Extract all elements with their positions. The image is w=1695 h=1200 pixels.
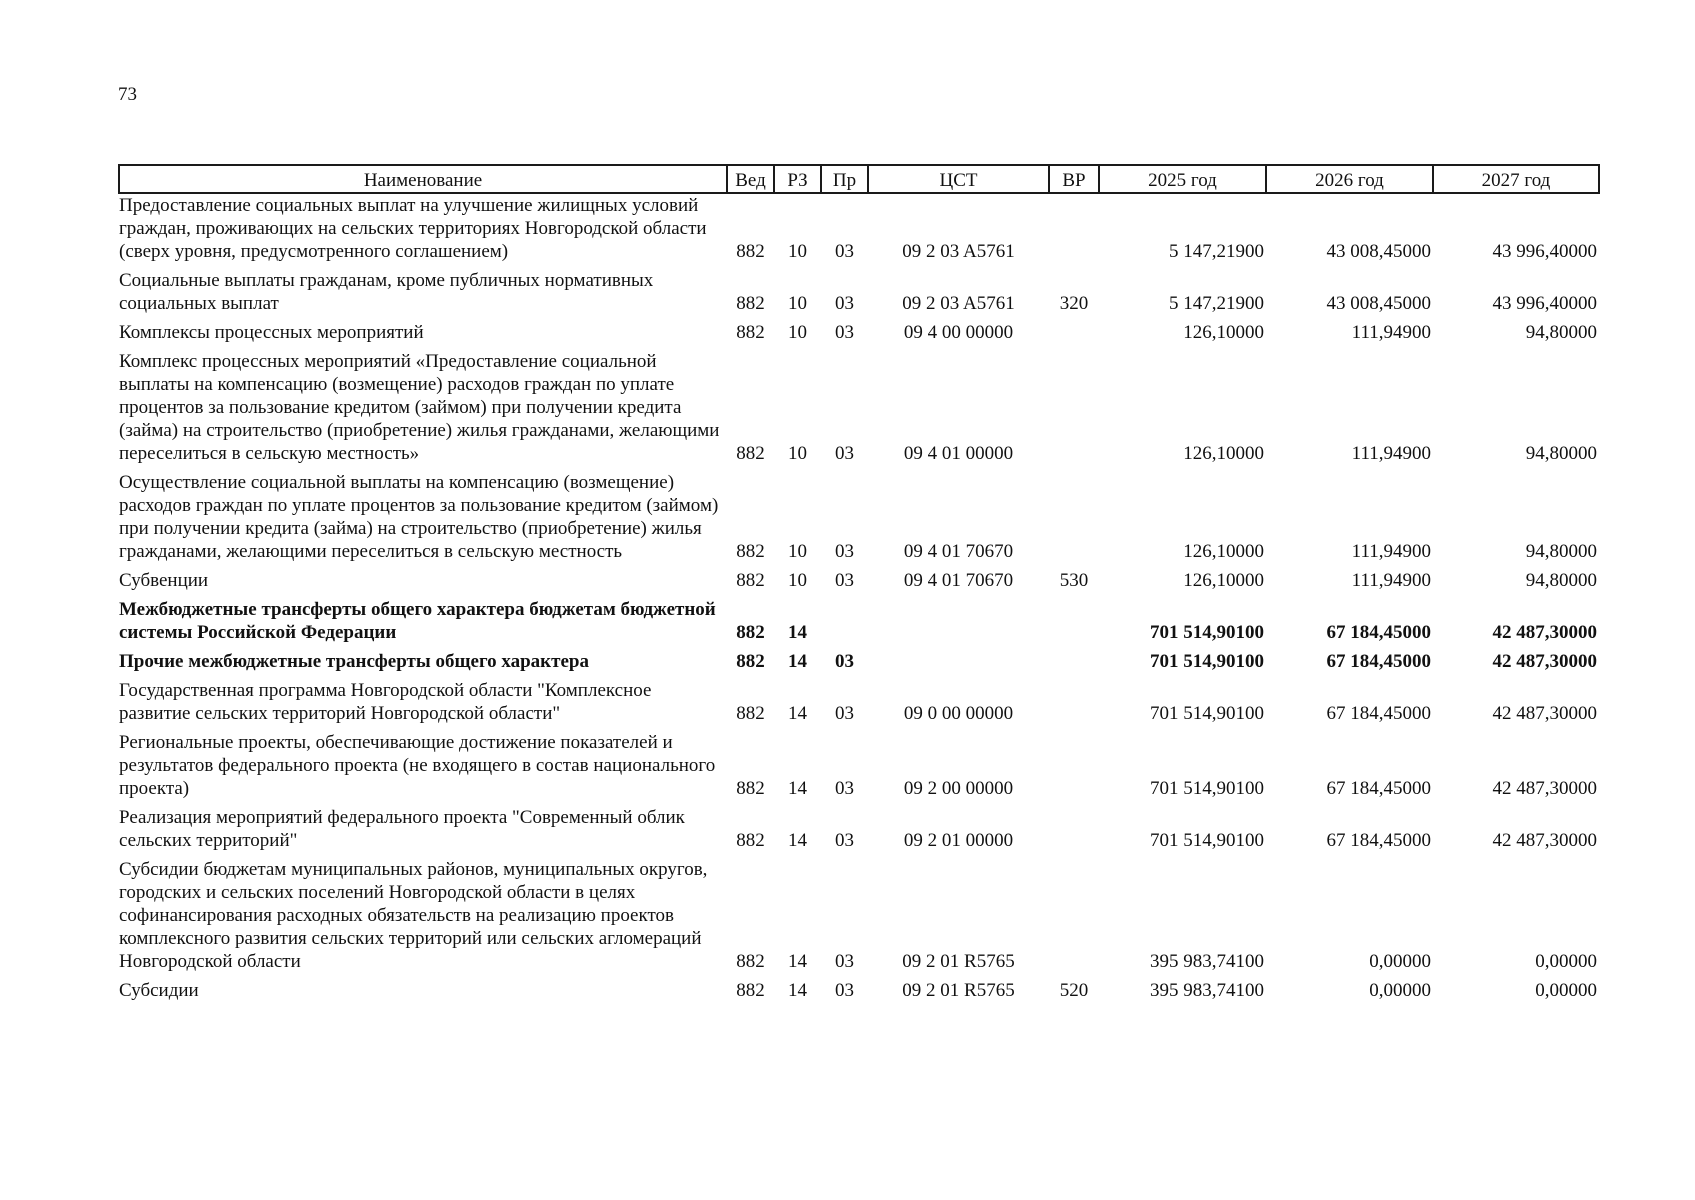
cell-cst: 09 4 01 70670 <box>903 570 1014 591</box>
cell-2026: 0,00000 <box>1369 980 1431 1001</box>
table-row <box>119 858 1599 979</box>
cell-name: Межбюджетные трансферты общего характера бюджетам бюджетной системы Российской Федерации <box>119 599 716 643</box>
cell-cst: 09 2 01 R5765 <box>902 951 1015 972</box>
cell-pr: 03 <box>835 651 854 672</box>
table-row <box>119 979 1599 1008</box>
cell-pr: 03 <box>835 703 854 724</box>
header-2026: 2026 год <box>1266 165 1433 193</box>
cell-rz: 14 <box>788 951 807 972</box>
header-rz: РЗ <box>774 165 821 193</box>
table-row <box>119 806 1599 858</box>
budget-table <box>118 164 1600 1008</box>
header-ved: Вед <box>727 165 774 193</box>
cell-2026: 67 184,45000 <box>1326 778 1431 799</box>
cell-cst: 09 4 01 70670 <box>903 541 1014 562</box>
table-row <box>119 193 1599 269</box>
header-2025: 2025 год <box>1099 165 1266 193</box>
cell-2027: 42 487,30000 <box>1492 778 1597 799</box>
cell-pr: 03 <box>835 443 854 464</box>
cell-2025: 395 983,74100 <box>1150 980 1264 1001</box>
cell-rz: 14 <box>788 651 807 672</box>
cell-vr: 530 <box>1059 570 1089 591</box>
cell-2027: 42 487,30000 <box>1492 622 1597 643</box>
cell-rz: 10 <box>788 322 807 343</box>
header-2027: 2027 год <box>1433 165 1599 193</box>
cell-pr: 03 <box>835 322 854 343</box>
cell-cst: 09 2 01 00000 <box>903 830 1014 851</box>
cell-ved: 882 <box>736 778 765 799</box>
cell-rz: 14 <box>788 778 807 799</box>
cell-rz: 10 <box>788 541 807 562</box>
cell-ved: 882 <box>736 570 765 591</box>
cell-rz: 14 <box>788 622 807 643</box>
cell-ved: 882 <box>736 830 765 851</box>
cell-cst: 09 4 00 00000 <box>903 322 1014 343</box>
cell-2027: 42 487,30000 <box>1492 830 1597 851</box>
cell-pr: 03 <box>835 951 854 972</box>
cell-name: Региональные проекты, обеспечивающие достижение показателей и результатов федерального проекта (не входящего в состав национального проекта) <box>119 732 716 799</box>
cell-cst: 09 2 03 A5761 <box>902 293 1015 314</box>
cell-rz: 10 <box>788 241 807 262</box>
cell-ved: 882 <box>736 703 765 724</box>
cell-rz: 10 <box>788 443 807 464</box>
cell-pr: 03 <box>835 980 854 1001</box>
header-cst: ЦСТ <box>868 165 1049 193</box>
cell-vr: 520 <box>1059 980 1089 1001</box>
cell-cst: 09 2 03 A5761 <box>902 241 1015 262</box>
cell-vr <box>1049 350 1099 471</box>
cell-name: Прочие межбюджетные трансферты общего характера <box>119 651 589 672</box>
cell-vr <box>1049 321 1099 350</box>
cell-cst <box>868 598 1049 650</box>
cell-pr: 03 <box>835 293 854 314</box>
cell-2025: 701 514,90100 <box>1150 830 1264 851</box>
cell-name: Осуществление социальной выплаты на компенсацию (возмещение) расходов граждан по уплате процентов за пользование кредитом (займом) при получении кредита (займа) на строительство (приобретение) жилья гражданами, желающими переселиться в сельскую местность <box>119 472 719 562</box>
cell-2027: 42 487,30000 <box>1492 703 1597 724</box>
cell-2026: 43 008,45000 <box>1326 293 1431 314</box>
header-name: Наименование <box>119 165 727 193</box>
cell-2025: 701 514,90100 <box>1150 622 1264 643</box>
cell-ved: 882 <box>736 622 765 643</box>
cell-cst: 09 2 00 00000 <box>903 778 1014 799</box>
page-number: 73 <box>118 84 137 105</box>
cell-rz: 14 <box>788 980 807 1001</box>
cell-ved: 882 <box>736 541 765 562</box>
cell-name: Комплекс процессных мероприятий «Предоставление социальной выплаты на компенсацию (возмещение) расходов граждан по уплате процентов за пользование кредитом (займом) при получении кредита (займа) на строительство (приобретение) жилья гражданами, желающими переселиться в сельскую местность» <box>119 351 720 464</box>
cell-name: Субсидии бюджетам муниципальных районов, муниципальных округов, городских и сельских поселений Новгородской области в целях софинансирования расходных обязательств на реализацию проектов комплексного развития сельских территорий или сельских агломераций Новгородской области <box>119 859 708 972</box>
cell-vr <box>1049 858 1099 979</box>
cell-2026: 111,94900 <box>1351 443 1431 464</box>
cell-2027: 94,80000 <box>1525 322 1597 343</box>
cell-rz: 10 <box>788 293 807 314</box>
cell-2026: 67 184,45000 <box>1326 830 1431 851</box>
cell-2025: 5 147,21900 <box>1169 293 1264 314</box>
cell-cst: 09 0 00 00000 <box>903 703 1014 724</box>
cell-cst: 09 4 01 00000 <box>903 443 1014 464</box>
cell-ved: 882 <box>736 651 765 672</box>
cell-2026: 67 184,45000 <box>1326 651 1431 672</box>
header-pr: Пр <box>821 165 868 193</box>
cell-pr: 03 <box>835 241 854 262</box>
cell-vr <box>1049 471 1099 569</box>
cell-rz: 14 <box>788 703 807 724</box>
cell-name: Социальные выплаты гражданам, кроме публичных нормативных социальных выплат <box>119 270 654 314</box>
cell-cst: 09 2 01 R5765 <box>902 980 1015 1001</box>
cell-2026: 67 184,45000 <box>1326 703 1431 724</box>
cell-pr: 03 <box>835 541 854 562</box>
cell-2027: 94,80000 <box>1525 541 1597 562</box>
table-row <box>119 569 1599 598</box>
cell-vr <box>1049 598 1099 650</box>
cell-pr: 03 <box>835 830 854 851</box>
cell-name: Предоставление социальных выплат на улучшение жилищных условий граждан, проживающих на сельских территориях Новгородской области (сверх уровня, предусмотренного соглашением) <box>119 195 707 262</box>
cell-2027: 43 996,40000 <box>1492 241 1597 262</box>
header-vr: ВР <box>1049 165 1099 193</box>
cell-2026: 111,94900 <box>1351 322 1431 343</box>
cell-vr <box>1049 679 1099 731</box>
table-body <box>119 193 1599 1008</box>
cell-2027: 94,80000 <box>1525 443 1597 464</box>
cell-ved: 882 <box>736 951 765 972</box>
cell-vr <box>1049 731 1099 806</box>
cell-2026: 111,94900 <box>1351 541 1431 562</box>
cell-rz: 14 <box>788 830 807 851</box>
cell-2027: 94,80000 <box>1525 570 1597 591</box>
cell-2025: 5 147,21900 <box>1169 241 1264 262</box>
cell-2027: 0,00000 <box>1535 980 1597 1001</box>
table-row <box>119 679 1599 731</box>
cell-vr <box>1049 650 1099 679</box>
cell-pr <box>821 598 868 650</box>
cell-name: Реализация мероприятий федерального проекта "Современный облик сельских территорий" <box>119 807 685 851</box>
cell-ved: 882 <box>736 980 765 1001</box>
cell-2025: 126,10000 <box>1183 570 1264 591</box>
cell-vr: 320 <box>1059 293 1089 314</box>
cell-2025: 126,10000 <box>1183 541 1264 562</box>
cell-2027: 0,00000 <box>1535 951 1597 972</box>
cell-vr <box>1049 193 1099 269</box>
cell-ved: 882 <box>736 293 765 314</box>
table-row <box>119 731 1599 806</box>
cell-2026: 0,00000 <box>1369 951 1431 972</box>
cell-cst <box>868 650 1049 679</box>
cell-2025: 701 514,90100 <box>1150 778 1264 799</box>
table-row <box>119 650 1599 679</box>
cell-name: Субсидии <box>119 980 199 1001</box>
cell-2026: 67 184,45000 <box>1326 622 1431 643</box>
cell-2026: 111,94900 <box>1351 570 1431 591</box>
table-row <box>119 350 1599 471</box>
cell-2025: 126,10000 <box>1183 443 1264 464</box>
table-header-row <box>119 165 1599 193</box>
cell-rz: 10 <box>788 570 807 591</box>
cell-2027: 42 487,30000 <box>1492 651 1597 672</box>
cell-ved: 882 <box>736 443 765 464</box>
cell-pr: 03 <box>835 778 854 799</box>
table-row <box>119 269 1599 321</box>
cell-pr: 03 <box>835 570 854 591</box>
cell-2026: 43 008,45000 <box>1326 241 1431 262</box>
cell-name: Субвенции <box>119 570 209 591</box>
cell-vr <box>1049 806 1099 858</box>
cell-ved: 882 <box>736 241 765 262</box>
table-row <box>119 471 1599 569</box>
cell-2025: 126,10000 <box>1183 322 1264 343</box>
cell-2025: 395 983,74100 <box>1150 951 1264 972</box>
cell-ved: 882 <box>736 322 765 343</box>
cell-2025: 701 514,90100 <box>1150 703 1264 724</box>
cell-2027: 43 996,40000 <box>1492 293 1597 314</box>
cell-2025: 701 514,90100 <box>1150 651 1264 672</box>
table-row <box>119 321 1599 350</box>
cell-name: Комплексы процессных мероприятий <box>119 322 424 343</box>
table-row <box>119 598 1599 650</box>
cell-name: Государственная программа Новгородской области "Комплексное развитие сельских территорий Новгородской области" <box>119 680 652 724</box>
